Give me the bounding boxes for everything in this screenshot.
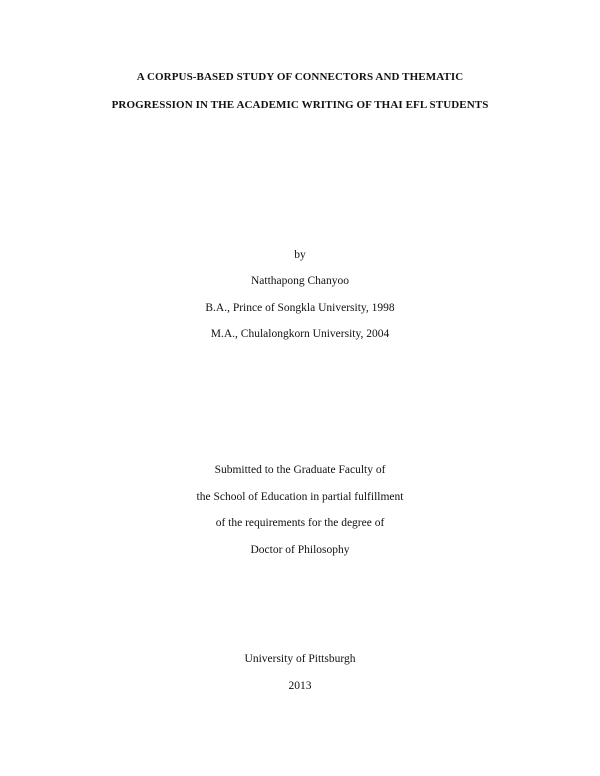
- thesis-title-line-2: PROGRESSION IN THE ACADEMIC WRITING OF THAI EFL STUDENTS: [111, 99, 489, 111]
- by-label: by: [294, 249, 306, 261]
- degree-ma: M.A., Chulalongkorn University, 2004: [210, 328, 390, 340]
- degree-ba: B.A., Prince of Songkla University, 1998: [205, 302, 395, 314]
- author-name: Natthapong Chanyoo: [250, 275, 350, 287]
- institution-name: University of Pittsburgh: [244, 653, 356, 665]
- degree-name: Doctor of Philosophy: [250, 544, 350, 556]
- submission-line-2: the School of Education in partial fulfillment: [196, 491, 404, 503]
- submission-line-1: Submitted to the Graduate Faculty of: [214, 464, 386, 476]
- submission-line-3: of the requirements for the degree of: [215, 517, 385, 529]
- thesis-title-line-1: A CORPUS-BASED STUDY OF CONNECTORS AND THEMATIC: [136, 71, 464, 83]
- year: 2013: [288, 680, 312, 692]
